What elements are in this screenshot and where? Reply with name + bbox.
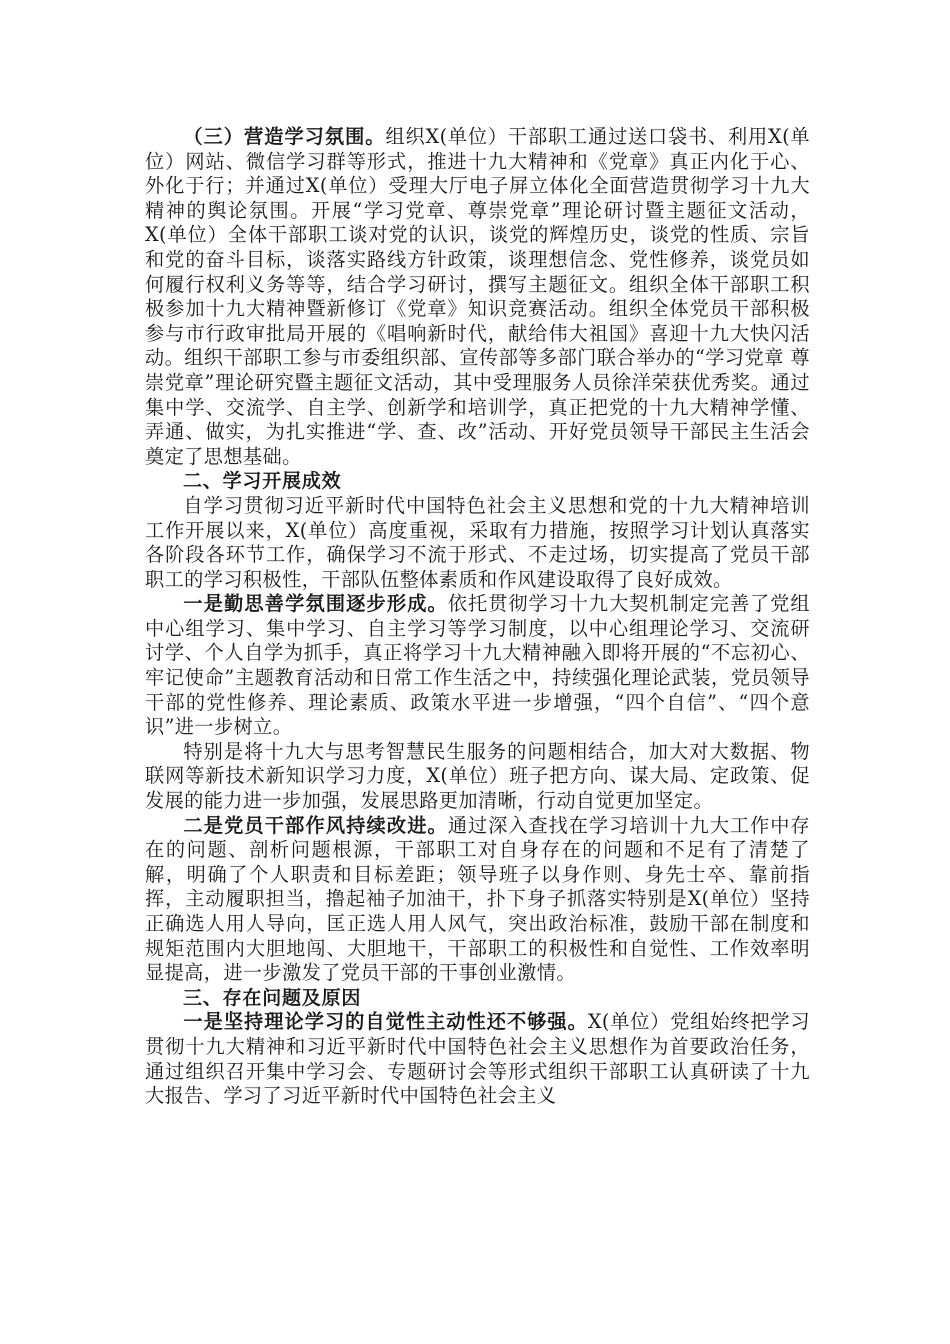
paragraph-body: X(单位）党组始终把学习贯彻十九大精神和习近平新时代中国特色社会主义思想作为首要政治任务，通过组织召开集中学习会、专题研讨会等形式组织干部职工认真研读了十九大报告、学习了习近平新时代中国特色社会主义 bbox=[145, 1010, 810, 1108]
paragraph-study-atmosphere bbox=[145, 125, 810, 469]
paragraph-smart-services: 特别是将十九大与思考智慧民生服务的问题相结合，加大对大数据、物联网等新技术新知识学习力度，X(单位）班子把方向、谋大局、定政策、促发展的能力进一步加强，发展思路更加清晰，行动自觉更加坚定。 bbox=[145, 739, 810, 813]
paragraph-learning-atmosphere bbox=[145, 592, 810, 740]
paragraph-lead-heading: 一是坚持理论学习的自觉性主动性还不够强。 bbox=[183, 1010, 588, 1034]
document-page bbox=[145, 125, 810, 1109]
paragraph-body: 通过深入查找在学习培训十九大工作中存在的问题、剖析问题根源，干部职工对自身存在的问题和不足有了清楚了解，明确了个人职责和目标差距；领导班子以身作则、身先士卒、靠前指挥，主动履职担当，撸起袖子加油干，扑下身子抓落实特别是X(单位）坚持正确选人用人导向，匡正选人用人风气，突出政治标准，鼓励干部在制度和规矩范围内大胆地闯、大胆地干，干部职工的积极性和自觉性、工作效率明显提高，进一步激发了党员干部的干事创业激情。 bbox=[145, 813, 810, 985]
paragraph-theory-study bbox=[145, 1010, 810, 1108]
paragraph-work-style bbox=[145, 814, 810, 986]
paragraph-lead-heading: （三）营造学习氛围。 bbox=[183, 125, 386, 148]
paragraph-body: 依托贯彻学习十九大契机制定完善了党组中心组学习、集中学习、自主学习等学习制度，以中心组理论学习、交流研讨学、个人自学为抓手，真正将学习十九大精神融入即将开展的“不忘初心、牢记使命”主题教育活动和日常工作生活之中，持续强化理论武装，党员领导干部的党性修养、理论素质、政策水平进一步增强，“四个自信”、“四个意识”进一步树立。 bbox=[145, 592, 810, 739]
paragraph-body: 组织X(单位）干部职工通过送口袋书、利用X(单位）网站、微信学习群等形式，推进十九大精神和《党章》真正内化于心、外化于行；并通过X(单位）受理大厅电子屏立体化全面营造贯彻学习十九大精神的舆论氛围。开展“学习党章、尊崇党章”理论研讨暨主题征文活动，X(单位）全体干部职工谈对党的认识，谈党的辉煌历史，谈党的性质、宗旨和党的奋斗目标，谈落实路线方针政策，谈理想信念、党性修养，谈党员如何履行权利义务等等，结合学习研讨，撰写主题征文。组织全体干部职工积极参加十九大精神暨新修订《党章》知识竞赛活动。组织全体党员干部积极参与市行政审批局开展的《唱响新时代，献给伟大祖国》喜迎十九大快闪活动。组织干部职工参与市委组织部、宣传部等多部门联合举办的“学习党章 尊崇党章”理论研究暨主题征文活动，其中受理服务人员徐洋荣获优秀奖。通过集中学、交流学、自主学、创新学和培训学，真正把党的十九大精神学懂、弄通、做实，为扎实推进“学、查、改”活动、开好党员领导干部民主生活会奠定了思想基础。 bbox=[145, 125, 811, 468]
paragraph-lead-heading: 二是党员干部作风持续改进。 bbox=[183, 813, 448, 837]
section-heading-problems: 三、存在问题及原因 bbox=[183, 986, 362, 1009]
section-heading-results: 二、学习开展成效 bbox=[183, 470, 342, 493]
paragraph-results-intro: 自学习贯彻习近平新时代中国特色社会主义思想和党的十九大精神培训工作开展以来，X(单位）高度重视，采取有力措施，按照学习计划认真落实各阶段各环节工作，确保学习不流于形式、不走过场，切实提高了党员干部职工的学习积极性，干部队伍整体素质和作风建设取得了良好成效。 bbox=[145, 493, 810, 591]
paragraph-lead-heading: 一是勤思善学氛围逐步形成。 bbox=[183, 592, 448, 616]
